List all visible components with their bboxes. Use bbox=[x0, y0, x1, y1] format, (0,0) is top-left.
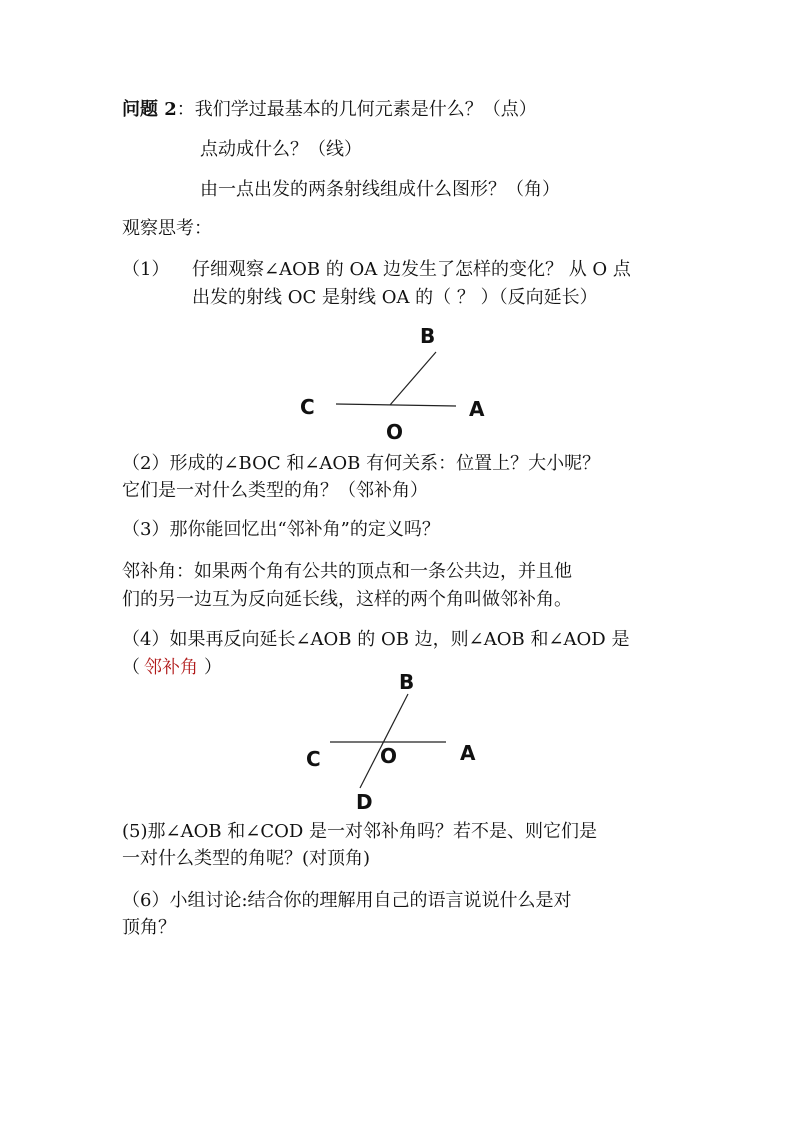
figure-2-label-a: A bbox=[460, 741, 476, 765]
figure-2-label-d: D bbox=[356, 790, 373, 814]
figure-1-label-o: O bbox=[386, 420, 404, 444]
question-2-label: 问题 2 bbox=[122, 99, 177, 120]
figure-1-label-b: B bbox=[420, 324, 436, 348]
item-5-line2: 一对什么类型的角呢？(对顶角) bbox=[122, 848, 371, 869]
item-4-answer: 邻补角 bbox=[144, 657, 198, 678]
item-4-open-paren: （ bbox=[122, 657, 140, 678]
item-6-line1: （6）小组讨论:结合你的理解用自己的语言说说什么是对 bbox=[122, 890, 572, 911]
figure-2-label-b: B bbox=[399, 670, 415, 694]
question-2-sub1: 点动成什么？（线） bbox=[200, 139, 362, 160]
item-1-line1: 仔细观察∠AOB 的 OA 边发生了怎样的变化？ 从 O 点 bbox=[192, 259, 631, 280]
figure-2-line-bd bbox=[360, 694, 408, 788]
item-2-line2: 它们是一对什么类型的角？（邻补角） bbox=[122, 480, 428, 501]
item-6-line2: 顶角？ bbox=[122, 917, 176, 938]
observe-title: 观察思考： bbox=[122, 218, 212, 239]
question-2-sub2: 由一点出发的两条射线组成什么图形？（角） bbox=[200, 179, 560, 200]
item-1-number: （1） bbox=[122, 259, 170, 280]
item-5-line1: (5)那∠AOB 和∠COD 是一对邻补角吗？若不是、则它们是 bbox=[122, 821, 598, 842]
definition-line2: 们的另一边互为反向延长线，这样的两个角叫做邻补角。 bbox=[122, 589, 572, 610]
definition-line1: 邻补角：如果两个角有公共的顶点和一条公共边，并且他 bbox=[122, 561, 572, 582]
item-4-close-paren: ） bbox=[204, 657, 222, 678]
figure-1-label-c: C bbox=[300, 395, 315, 419]
question-2-text: ：我们学过最基本的几何元素是什么？（点） bbox=[176, 99, 537, 120]
item-1-line2: 出发的射线 OC 是射线 OA 的（ ？ ）（反向延长） bbox=[192, 287, 598, 308]
figure-1-label-a: A bbox=[469, 397, 485, 421]
item-4-line1: （4）如果再反向延长∠AOB 的 OB 边，则∠AOB 和∠AOD 是 bbox=[122, 629, 630, 650]
figure-2-label-o: O bbox=[380, 744, 398, 768]
figure-2-label-c: C bbox=[306, 747, 321, 771]
item-3-line1: （3）那你能回忆出“邻补角”的定义吗？ bbox=[122, 519, 440, 540]
item-2-line1: （2）形成的∠BOC 和∠AOB 有何关系：位置上？大小呢？ bbox=[122, 453, 601, 474]
